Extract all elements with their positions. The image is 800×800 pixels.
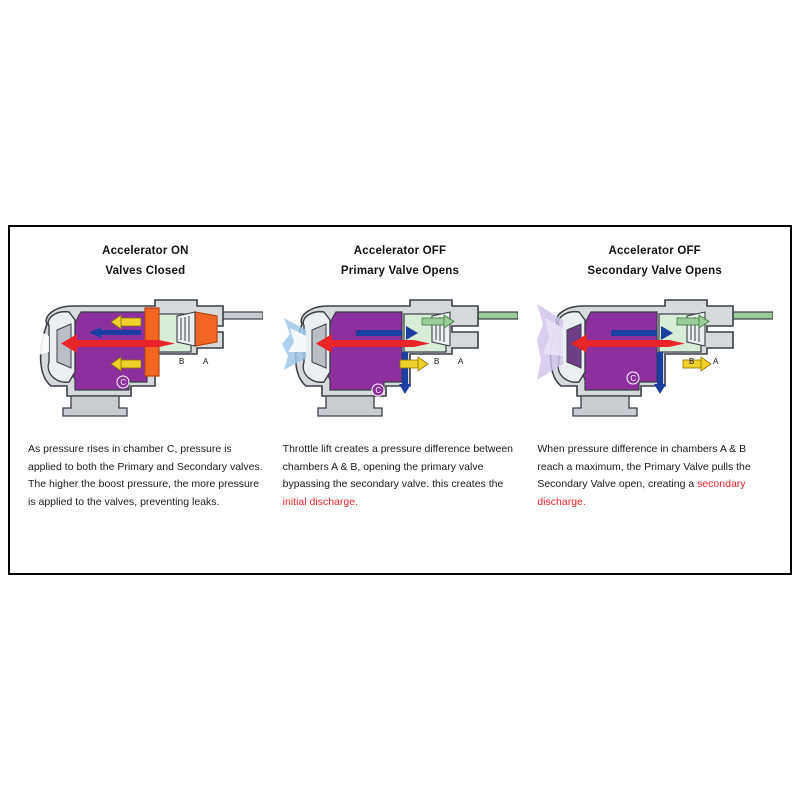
valve-spring-housing (177, 312, 195, 346)
chamber-label-c: C (120, 378, 127, 387)
chamber-label-a: A (458, 357, 464, 366)
panel-caption (26, 441, 265, 511)
blowoff-valve-diagram-closed (26, 289, 265, 431)
panel-title-line1: Accelerator OFF (353, 245, 447, 257)
chamber-label-b: B (179, 357, 185, 366)
pressure-arrow-yellow (683, 357, 711, 371)
mounting-flange (573, 396, 637, 416)
chamber-label-a: A (712, 357, 719, 366)
mounting-flange (318, 396, 382, 416)
panel-caption (281, 441, 520, 511)
chamber-label-c: C (375, 386, 382, 395)
chamber-label-a: A (203, 357, 209, 366)
diagram-frame (8, 225, 792, 575)
valve-cutaway-svg-3 (537, 290, 773, 430)
chamber-c-fill (325, 312, 402, 390)
panel-title-line2: Valves Closed (105, 265, 186, 277)
panel-secondary-valve-opens (527, 241, 782, 565)
panel-caption (535, 441, 774, 511)
secondary-valve-body (195, 312, 217, 346)
panel-title-line1: Accelerator OFF (608, 245, 701, 257)
panel-primary-valve-opens (273, 241, 528, 565)
chamber-c-fill (580, 312, 657, 390)
caption-text: When pressure difference in chambers A & B reach a maximum, the Primary Valve pulls the Secondary Valve open, creating a (537, 443, 751, 490)
mounting-flange (63, 396, 127, 416)
panel-title-line1: Accelerator ON (102, 245, 189, 257)
outlet-pipe (733, 312, 773, 319)
caption-text: Throttle lift creates a pressure difference between chambers A & B, opening the primary valve bypassing the secondary valve. this creates the (282, 443, 514, 490)
chamber-label-c: C (630, 374, 636, 383)
outlet-pipe (223, 312, 263, 319)
panel-accelerator-on (18, 241, 273, 565)
panel-title (102, 241, 189, 281)
outlet-pipe (478, 312, 518, 319)
panel-row (10, 227, 790, 573)
blowoff-valve-diagram-primary-open (281, 289, 520, 431)
chamber-label-b: B (434, 357, 440, 366)
valve-cutaway-svg-1 (27, 290, 263, 430)
panel-title (587, 241, 722, 281)
chamber-label-b: B (688, 357, 695, 366)
caption-text: As pressure rises in chamber C, pressure is applied to both the Primary and Secondary valves. The higher the boost pressure, the more pressure is applied to the valves, preventing leaks. (28, 443, 263, 508)
panel-title-line2: Secondary Valve Opens (587, 265, 722, 277)
panel-title (341, 241, 459, 281)
valve-cutaway-svg-2 (282, 290, 518, 430)
caption-highlight: secondary discharge. (537, 478, 746, 508)
blowoff-valve-diagram-secondary-open (535, 289, 774, 431)
panel-title-line2: Primary Valve Opens (340, 265, 460, 277)
caption-highlight: initial discharge. (282, 495, 358, 508)
